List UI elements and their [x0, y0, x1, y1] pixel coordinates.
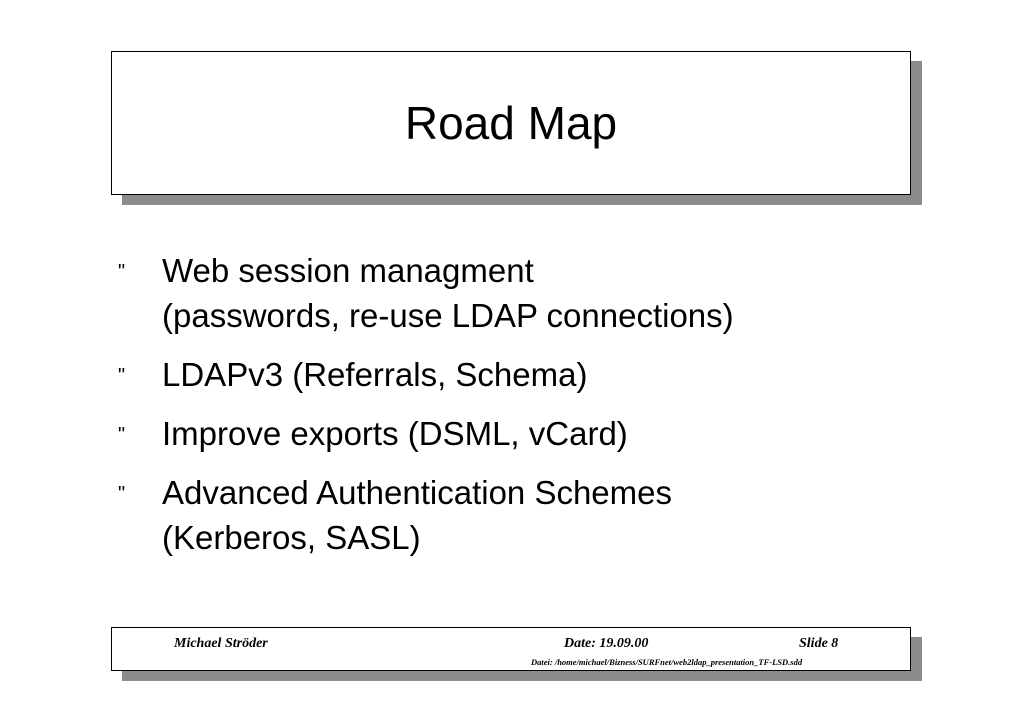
bullet-marker-icon: " [118, 483, 126, 505]
bullet-text: (Kerberos, SASL) [162, 519, 421, 556]
footer-file-path: Datei: /home/michael/Bizness/SURFnet/web2ldap_presentation_TF-LSD.sdd [531, 657, 803, 667]
footer-author: Michael Ströder [174, 636, 268, 651]
footer-box [111, 627, 911, 671]
bullet-item [118, 248, 918, 338]
bullet-item [118, 352, 918, 397]
footer-date: Date: 19.09.00 [564, 636, 649, 651]
bullet-item [118, 470, 918, 560]
bullet-marker-icon: " [118, 424, 126, 446]
bullet-marker-icon: " [118, 261, 126, 283]
slide-title: Road Map [404, 97, 618, 149]
bullet-text: Advanced Authentication Schemes [162, 474, 673, 511]
bullet-list [118, 248, 918, 574]
bullet-item [118, 411, 918, 456]
bullet-text: Web session managment [162, 252, 534, 289]
bullet-text: Improve exports (DSML, vCard) [162, 415, 628, 452]
bullet-marker-icon: " [118, 365, 126, 387]
footer-slide-number: Slide 8 [799, 636, 839, 651]
bullet-text: LDAPv3 (Referrals, Schema) [162, 356, 588, 393]
bullet-text: (passwords, re-use LDAP connections) [162, 297, 734, 334]
title-box [111, 51, 911, 195]
